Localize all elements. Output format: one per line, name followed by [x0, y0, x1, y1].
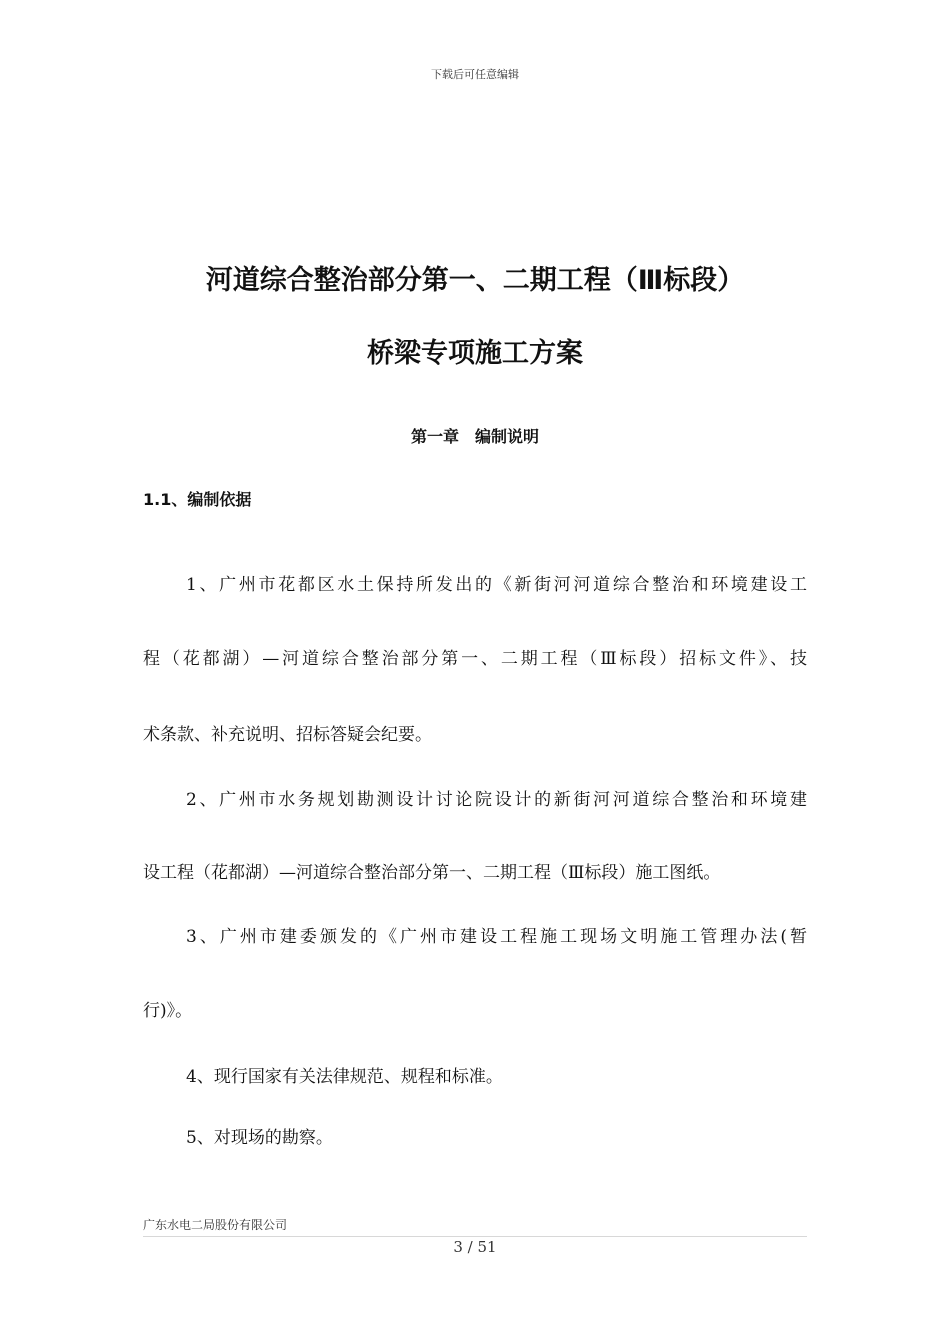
basis-item-3-line-2: 行)》。: [143, 1001, 193, 1021]
basis-item-5: 5、对现场的勘察。: [186, 1128, 333, 1148]
basis-item-4: 4、现行国家有关法律规范、规程和标准。: [186, 1067, 503, 1087]
page-number: 3 / 51: [453, 1238, 497, 1256]
section-heading: 1.1、编制依据: [143, 490, 252, 509]
basis-item-2-line-1: 2、广州市水务规划勘测设计讨论院设计的新街河河道综合整治和环境建: [186, 790, 807, 810]
footer-divider: [143, 1236, 807, 1237]
footer-company: 广东水电二局股份有限公司: [143, 1218, 288, 1232]
basis-item-1-line-2: 程（花都湖）—河道综合整治部分第一、二期工程（Ⅲ标段）招标文件》、技: [143, 649, 807, 669]
chapter-heading: 第一章 编制说明: [410, 427, 539, 446]
basis-item-1-line-3: 术条款、补充说明、招标答疑会纪要。: [143, 725, 432, 745]
document-title-line-2: 桥梁专项施工方案: [367, 338, 583, 369]
page-header-note: 下载后可任意编辑: [431, 68, 519, 81]
basis-item-3-line-1: 3、广州市建委颁发的《广州市建设工程施工现场文明施工管理办法(暂: [186, 927, 807, 947]
basis-item-1-line-1: 1、广州市花都区水土保持所发出的《新街河河道综合整治和环境建设工: [186, 575, 807, 595]
document-title-line-1: 河道综合整治部分第一、二期工程（Ⅲ标段）: [205, 265, 745, 296]
basis-item-2-line-2: 设工程（花都湖）—河道综合整治部分第一、二期工程（Ⅲ标段）施工图纸。: [143, 863, 721, 883]
